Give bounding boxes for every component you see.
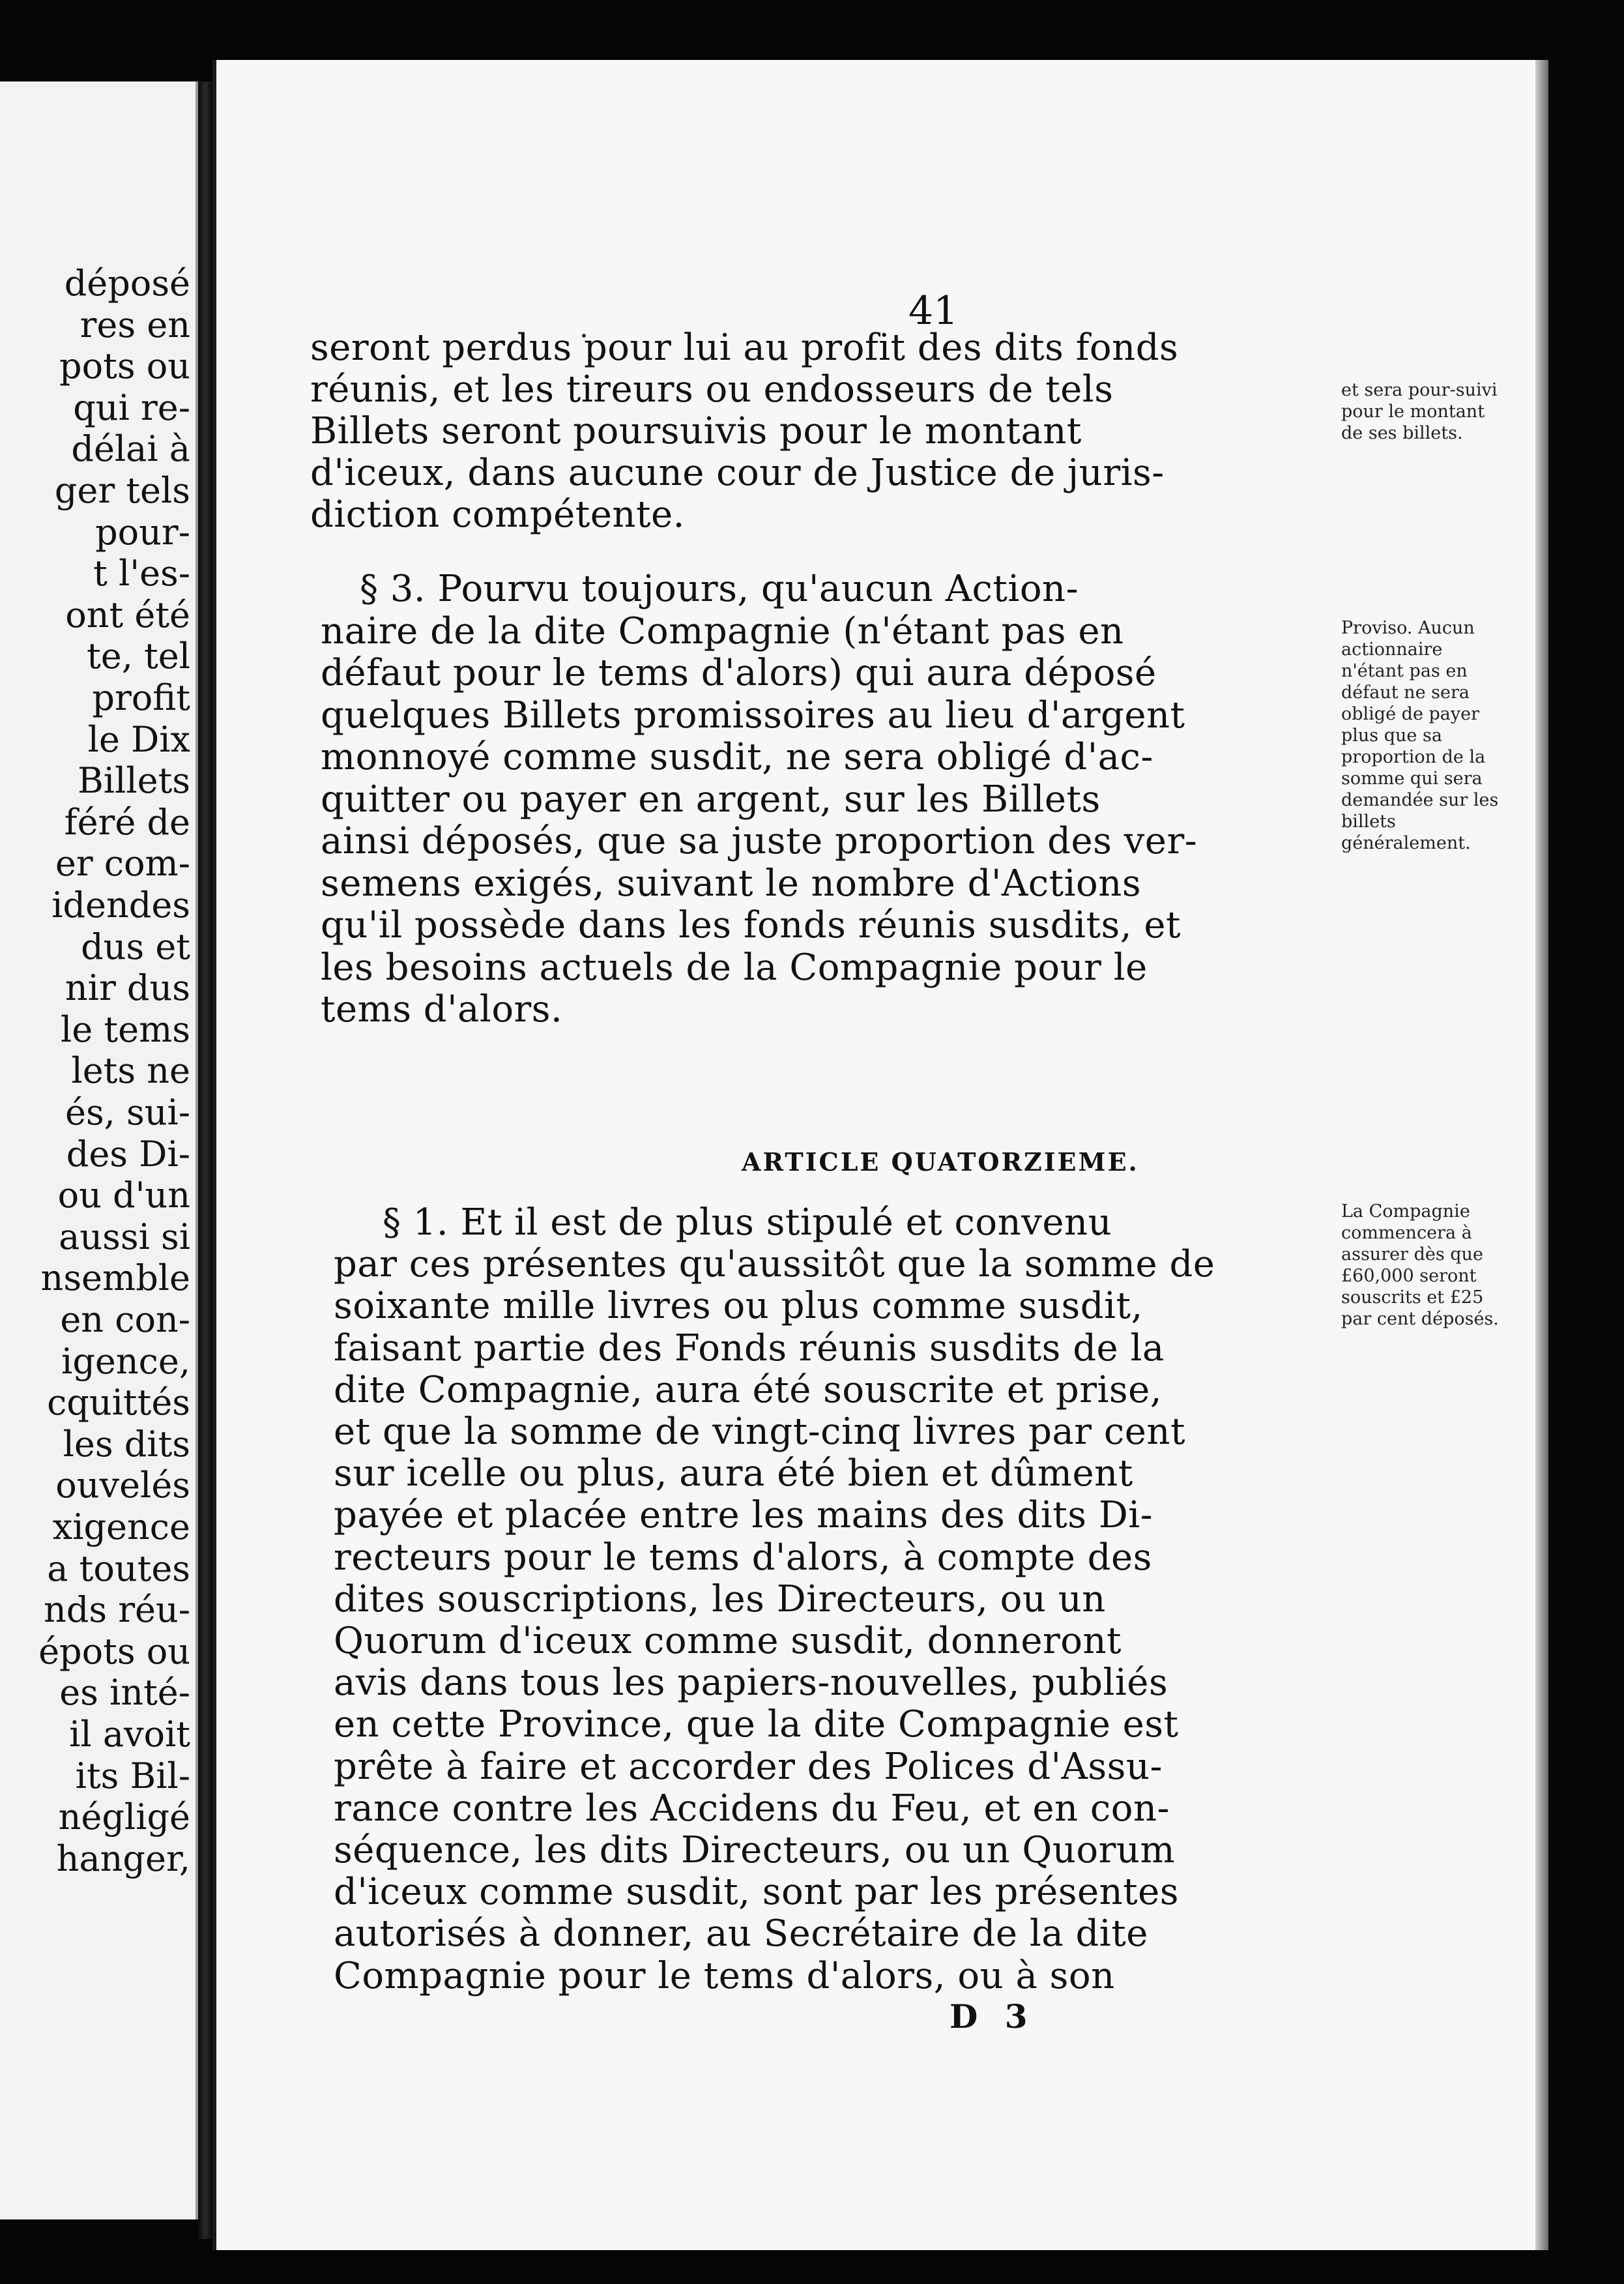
page-edge — [1535, 60, 1548, 2250]
left-page-line: a toutes — [47, 1547, 190, 1589]
left-page-line: pour- — [95, 511, 190, 553]
text-line: dite Compagnie, aura été souscrite et prise, — [334, 1368, 1163, 1411]
left-page-line: és, sui- — [65, 1092, 190, 1133]
left-page-line: er com- — [55, 843, 190, 885]
text-line: avis dans tous les papiers-nouvelles, publiés — [334, 1662, 1168, 1705]
text-line: rance contre les Accidens du Feu, et en con- — [334, 1787, 1170, 1830]
text-line: réunis, et les tireurs ou endosseurs de tels — [310, 368, 1114, 411]
left-page-line: nsemble — [40, 1257, 190, 1299]
text-line: qu'il possède dans les fonds réunis susdits, et — [321, 904, 1182, 946]
text-line: faisant partie des Fonds réunis susdits de la — [334, 1326, 1165, 1369]
text-line: tems d'alors. — [321, 988, 563, 1031]
text-line: par ces présentes qu'aussitôt que la somme de — [334, 1243, 1215, 1286]
text-line: Compagnie pour le tems d'alors, ou à son — [334, 1954, 1115, 1997]
left-page-line: déposé — [64, 263, 190, 304]
page-number: 41 — [908, 288, 959, 334]
margin-note-2: Proviso. Aucun actionnaire n'étant pas en défaut ne sera obligé de payer plus que sa proportion de la somme qui sera demandée sur les billets généralement. — [1341, 618, 1499, 853]
left-page-line: le tems — [61, 1008, 190, 1050]
left-page-line: igence, — [61, 1340, 190, 1382]
left-page-line: its Bil- — [75, 1755, 190, 1796]
left-page-line: ger tels — [54, 470, 190, 511]
text-line: prête à faire et accorder des Polices d'Assu- — [334, 1745, 1163, 1788]
left-page-line: épots ou — [38, 1630, 190, 1672]
left-page-line: ouvelés — [55, 1465, 190, 1506]
left-page-line: pots ou — [59, 345, 190, 387]
text-line: autorisés à donner, au Secrétaire de la dite — [334, 1912, 1148, 1955]
text-line: semens exigés, suivant le nombre d'Actions — [321, 862, 1142, 905]
left-page-line: Billets — [78, 760, 190, 802]
left-page-line: nir dus — [65, 967, 190, 1009]
text-line: d'iceux comme susdit, sont par les présentes — [334, 1871, 1180, 1914]
text-line: naire de la dite Compagnie (n'étant pas en — [321, 609, 1124, 652]
left-page-line: t l'es- — [93, 553, 190, 594]
left-page-line: féré de — [64, 801, 190, 843]
left-page-line: ou d'un — [57, 1175, 190, 1216]
book-spine — [198, 81, 212, 2239]
text-line: § 3. Pourvu toujours, qu'aucun Action- — [360, 568, 1079, 610]
text-line: Billets seront poursuivis pour le montant — [310, 410, 1082, 452]
left-page-line: nds réu- — [43, 1589, 190, 1631]
left-page-line: délai à — [71, 428, 190, 470]
left-page-line: te, tel — [87, 636, 190, 677]
right-page — [212, 60, 1539, 2250]
text-line: sur icelle ou plus, aura été bien et dûment — [334, 1452, 1133, 1495]
left-page-line: lets ne — [71, 1050, 190, 1092]
text-line: en cette Province, que la dite Compagnie est — [334, 1703, 1179, 1746]
text-line: § 1. Et il est de plus stipulé et convenu — [383, 1201, 1112, 1244]
left-page-line: aussi si — [59, 1216, 190, 1257]
article-heading: ARTICLE QUATORZIEME. — [742, 1147, 1139, 1177]
text-line: quitter ou payer en argent, sur les Billets — [321, 778, 1101, 821]
text-line: diction compétente. — [310, 493, 685, 536]
left-page-line: ont été — [65, 594, 190, 636]
text-line: séquence, les dits Directeurs, ou un Quorum — [334, 1829, 1176, 1871]
text-line: d'iceux, dans aucune cour de Justice de juris- — [310, 452, 1165, 494]
left-page-line: profit — [92, 677, 190, 718]
margin-note-3: La Compagnie commencera à assurer dès que £60,000 seront souscrits et £25 par cent déposés. — [1341, 1201, 1499, 1329]
left-page-line: es inté- — [59, 1672, 190, 1714]
signature-mark: D 3 — [950, 1997, 1036, 2036]
left-page-line: hanger, — [56, 1837, 190, 1879]
left-page-line: négligé — [58, 1796, 190, 1838]
left-page-line: les dits — [63, 1423, 190, 1465]
text-line: et que la somme de vingt-cinq livres par cent — [334, 1411, 1185, 1453]
text-line: seront perdus pour lui au profit des dits fonds — [310, 327, 1179, 369]
margin-note-1: et sera pour-suivi pour le montant de ses billets. — [1341, 380, 1498, 443]
text-line: monnoyé comme susdit, ne sera obligé d'ac- — [321, 736, 1153, 778]
text-line: Quorum d'iceux comme susdit, donneront — [334, 1620, 1122, 1662]
text-line: les besoins actuels de la Compagnie pour le — [321, 946, 1148, 989]
text-line: dites souscriptions, les Directeurs, ou un — [334, 1577, 1106, 1620]
left-page — [0, 81, 198, 2219]
left-page-line: dus et — [81, 926, 190, 967]
left-page-line: en con- — [60, 1299, 190, 1340]
left-page-line: idendes — [51, 885, 190, 926]
text-line: soixante mille livres ou plus comme susdit, — [334, 1285, 1143, 1328]
left-page-line: qui re- — [73, 387, 190, 428]
left-page-line: res en — [80, 304, 190, 345]
text-line: ainsi déposés, que sa juste proportion des ver- — [321, 820, 1198, 862]
text-line: quelques Billets promissoires au lieu d'argent — [321, 694, 1185, 737]
left-page-line: le Dix — [87, 718, 190, 760]
left-page-line: cquittés — [47, 1382, 190, 1424]
text-line: défaut pour le tems d'alors) qui aura déposé — [321, 652, 1157, 694]
left-page-line: xigence — [52, 1506, 190, 1547]
left-page-line: des Di- — [66, 1133, 190, 1175]
text-line: payée et placée entre les mains des dits Di- — [334, 1494, 1153, 1537]
text-line: recteurs pour le tems d'alors, à compte des — [334, 1536, 1152, 1579]
left-page-line: il avoit — [69, 1714, 190, 1755]
